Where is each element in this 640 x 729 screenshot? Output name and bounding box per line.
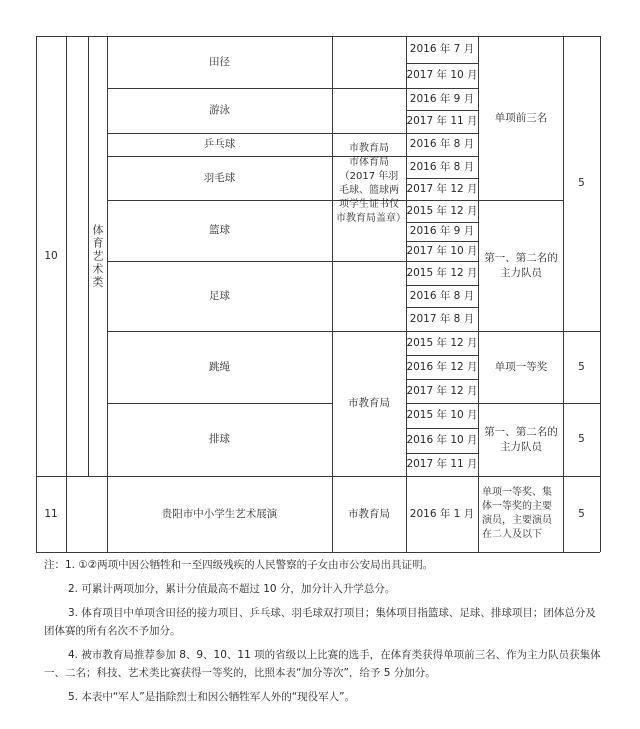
sport-volleyball: 排球 bbox=[209, 433, 230, 445]
row11-award: 单项一等奖、集体一等奖的主要演员，主要演员在二人及以下 bbox=[482, 487, 552, 540]
award-cell-3: 单项一等奖 bbox=[494, 360, 548, 373]
col-divider bbox=[478, 36, 479, 552]
row11-name: 贵阳市中小学生艺术展演 bbox=[161, 507, 278, 520]
sport-badminton: 羽毛球 bbox=[203, 171, 236, 184]
row11-date: 2016 年 1 月 bbox=[409, 507, 475, 520]
date-cell: 2017 年 10 月 bbox=[406, 69, 478, 81]
note-4: 4. 被市教育局推荐参加 8、9、10、11 项的省级以上比赛的选手，在体育类获得单项前三名、作为主力队员获集体一、二名；科技、艺术类比赛获得一等奖的，比照本表“加分等次”，给予 5 分加分。 bbox=[44, 649, 601, 679]
table-bottom-border bbox=[36, 552, 600, 553]
date-cell: 2017 年 11 月 bbox=[406, 458, 478, 470]
date-cell: 2016 年 9 月 bbox=[409, 225, 475, 237]
category-label: 体育艺术类 bbox=[91, 223, 104, 289]
date-cell: 2017 年 12 月 bbox=[406, 384, 478, 397]
award-cell-1: 单项前三名 bbox=[494, 111, 548, 124]
date-cell: 2016 年 8 月 bbox=[409, 138, 475, 150]
date-cell: 2015 年 12 月 bbox=[406, 204, 478, 217]
table-right-border bbox=[600, 36, 601, 552]
sport-swimming: 游泳 bbox=[209, 104, 230, 116]
date-cell: 2017 年 12 月 bbox=[406, 182, 478, 195]
sport-basketball: 篮球 bbox=[209, 224, 230, 236]
note-2: 2. 可累计两项加分，累计分值最高不超过 10 分，加分计入升学总分。 bbox=[68, 583, 396, 595]
date-cell: 2015 年 12 月 bbox=[406, 336, 478, 349]
points-cell-2: 5 bbox=[578, 360, 585, 373]
date-cell: 2015 年 10 月 bbox=[406, 409, 478, 421]
category-cell bbox=[88, 36, 107, 476]
sport-rope: 跳绳 bbox=[209, 360, 230, 373]
date-cell: 2017 年 8 月 bbox=[409, 312, 475, 325]
points-cell-3: 5 bbox=[578, 433, 585, 445]
points-cell-1: 5 bbox=[578, 177, 585, 189]
date-cell: 2016 年 7 月 bbox=[409, 43, 475, 55]
date-cell: 2015 年 12 月 bbox=[406, 266, 478, 279]
note-3: 3. 体育项目中单项含田径的接力项目、乒乓球、羽毛球双打项目；集体项目指篮球、足球、排球项目；团体总分及团体赛的所有名次不予加分。 bbox=[44, 607, 596, 637]
award-cell-2: 第一、第二名的主力队员 bbox=[484, 251, 558, 279]
sport-track: 田径 bbox=[209, 55, 230, 68]
date-cell: 2016 年 10 月 bbox=[406, 434, 478, 446]
date-cell: 2017 年 11 月 bbox=[406, 115, 478, 127]
date-cell: 2016 年 8 月 bbox=[409, 160, 475, 173]
row11-points: 5 bbox=[578, 507, 585, 520]
organizer-cell-1: 市教育局 市体育局 （2017 年羽毛球、篮球两项学生证书仅市教育局盖章） bbox=[336, 142, 406, 224]
organizer-cell-2: 市教育局 bbox=[348, 397, 390, 409]
date-cell: 2016 年 9 月 bbox=[409, 92, 475, 105]
award-cell-4: 第一、第二名的主力队员 bbox=[484, 425, 558, 453]
sport-pingpong: 乒乓球 bbox=[203, 138, 236, 150]
notes-section bbox=[44, 556, 604, 712]
note-1: 注：1. ①②两项中因公牺牲和一至四级残疾的人民警察的子女由市公安局出具证明。 bbox=[44, 559, 434, 571]
row11-organizer: 市教育局 bbox=[348, 507, 390, 520]
date-cell: 2016 年 8 月 bbox=[409, 289, 475, 302]
row-number-11: 11 bbox=[44, 507, 58, 520]
sport-football: 足球 bbox=[209, 289, 230, 302]
row-number-10: 10 bbox=[44, 249, 58, 262]
col-divider bbox=[66, 36, 67, 552]
date-cell: 2016 年 12 月 bbox=[406, 360, 478, 373]
date-cell: 2017 年 10 月 bbox=[406, 244, 478, 257]
note-5: 5. 本表中“军人”是指除烈士和因公牺牲军人外的“现役军人”。 bbox=[68, 691, 356, 703]
